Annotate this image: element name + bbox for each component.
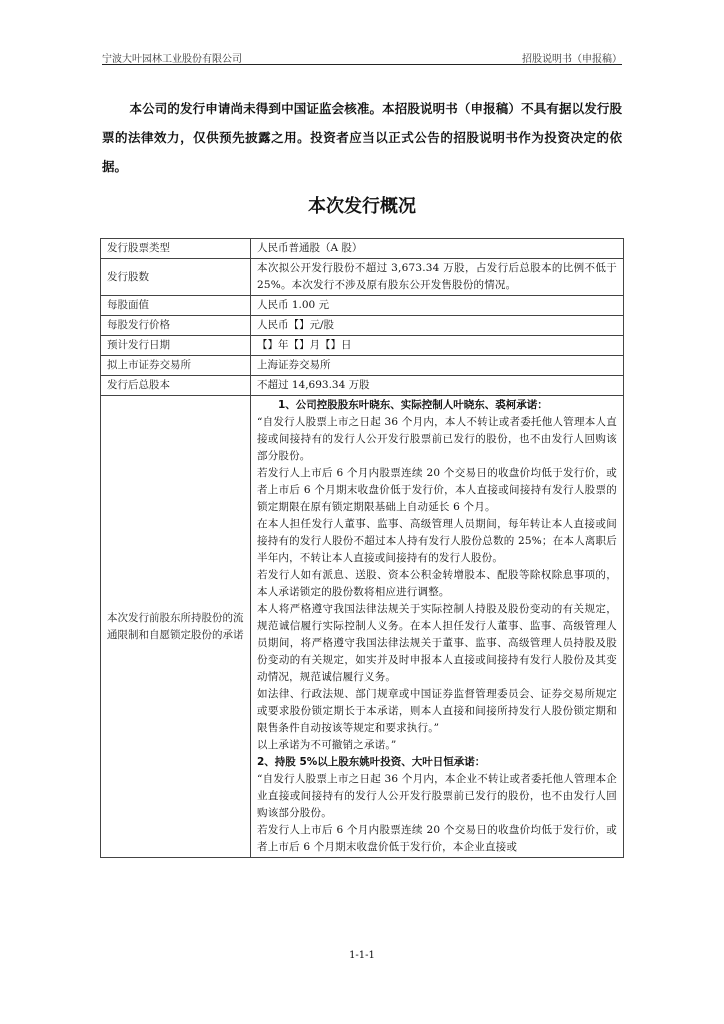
lockup-heading-2: 2、持股 5%以上股东姚叶投资、大叶日恒承诺： [257,756,486,768]
lockup-para: “自发行人股票上市之日起 36 个月内，本企业不转让或者委托他人管理本企业直接或间接持有的发行人公开发行股票前已发行的股份，也不由发行人回购该部分股份。 [257,773,617,819]
lockup-key: 本次发行前股东所持股份的流通限制和自愿锁定股份的承诺 [101,396,251,858]
table-row [101,316,624,336]
header-company: 宁波大叶园林工业股份有限公司 [102,54,242,65]
row-key: 发行后总股本 [101,376,251,396]
lockup-value [251,396,624,858]
row-value: 人民币【】元/股 [251,316,624,336]
row-key: 发行股票类型 [101,239,251,259]
row-key: 预计发行日期 [101,336,251,356]
lockup-para: 如法律、行政法规、部门规章或中国证券监督管理委员会、证券交易所规定或要求股份锁定期长于本承诺，则本人直接和间接所持发行人股份锁定期和限售条件自动按该等规定和要求执行。” [257,688,617,734]
table-row [101,259,624,296]
lockup-para: 以上承诺为不可撤销之承诺。” [257,739,397,751]
table-row [101,356,624,376]
lockup-para: 若发行人如有派息、送股、资本公积金转增股本、配股等除权除息事项的，本人承诺锁定的股份数将相应进行调整。 [257,569,617,598]
table-row-lockup [101,396,624,858]
row-key: 每股面值 [101,296,251,316]
row-key: 发行股数 [101,259,251,296]
table-row [101,336,624,356]
row-value: 上海证券交易所 [251,356,624,376]
row-value: 人民币 1.00 元 [251,296,624,316]
lockup-para: 本人将严格遵守我国法律法规关于实际控制人持股及股份变动的有关规定，规范诚信履行实际控制人义务。在本人担任发行人董事、监事、高级管理人员期间，将严格遵守我国法律法规关于董事、监事、高级管理人员持股及股份变动的有关规定，如实并及时申报本人直接或间接持有发行人股份及其变动情况，规范诚信履行义务。 [257,603,617,683]
header-doc-title: 招股说明书（申报稿） [522,54,622,65]
lockup-para: 若发行人上市后 6 个月内股票连续 20 个交易日的收盘价均低于发行价，或者上市后 6 个月期末收盘价低于发行价，本企业直接或 [257,824,617,853]
row-value: 人民币普通股（A 股） [251,239,624,259]
table-row [101,239,624,259]
page-number: 1-1-1 [349,950,375,961]
lockup-para: “自发行人股票上市之日起 36 个月内，本人不转让或者委托他人管理本人直接或间接持有的发行人公开发行股票前已发行的股份，也不由发行人回购该部分股份。 [257,416,617,462]
row-value: 【】年【】月【】日 [251,336,624,356]
lockup-para: 在本人担任发行人董事、监事、高级管理人员期间，每年转让本人直接或间接持有的发行人股份不超过本人持有发行人股份总数的 25%；在本人离职后半年内，不转让本人直接或间接持有的发行人股份。 [257,518,617,564]
lockup-heading-1: 1、公司控股股东叶晓东、实际控制人叶晓东、裘柯承诺： [278,399,548,411]
row-value: 不超过 14,693.34 万股 [251,376,624,396]
row-key: 每股发行价格 [101,316,251,336]
page-header [102,50,622,65]
disclaimer-notice: 本公司的发行申请尚未得到中国证监会核准。本招股说明书（申报稿）不具有据以发行股票的法律效力，仅供预先披露之用。投资者应当以正式公告的招股说明书作为投资决定的依据。 [102,101,622,174]
offering-summary-table [100,238,624,858]
table-row [101,296,624,316]
row-value: 本次拟公开发行股份不超过 3,673.34 万股，占发行后总股本的比例不低于 25%。本次发行不涉及原有股东公开发售股份的情况。 [251,259,624,296]
lockup-para: 若发行人上市后 6 个月内股票连续 20 个交易日的收盘价均低于发行价，或者上市后 6 个月期末收盘价低于发行价，本人直接或间接持有发行人股票的锁定期限在原有锁定期限基础上自动延长 6 个月。 [257,467,617,513]
page-title: 本次发行概况 [308,196,416,217]
table-row [101,376,624,396]
row-key: 拟上市证券交易所 [101,356,251,376]
